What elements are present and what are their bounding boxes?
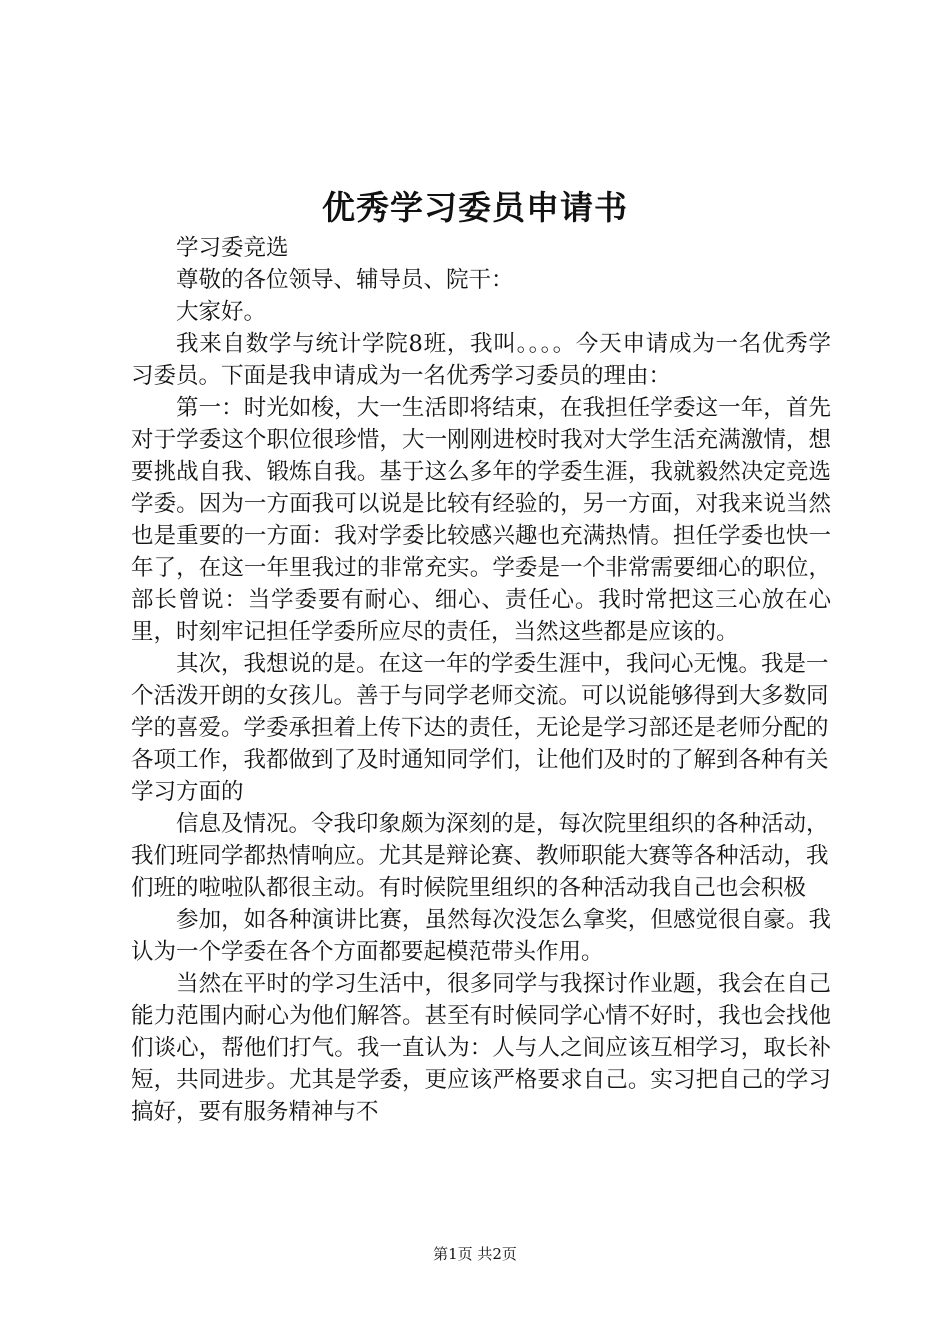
paragraph-participation: 参加，如各种演讲比赛，虽然每次没怎么拿奖，但感觉很自豪。我认为一个学委在各个方面都要起模范带头作用。 (131, 907, 831, 965)
paragraph-introduction: 我来自数学与统计学院8班，我叫。。。。今天申请成为一名优秀学习委员。下面是我申请成为一名优秀学习委员的理由： (131, 331, 831, 389)
paragraph-activities: 信息及情况。令我印象颇为深刻的是，每次院里组织的各种活动，我们班同学都热情响应。尤其是辩论赛、教师职能大赛等各种活动，我们班的啦啦队都很主动。有时候院里组织的各种活动我自己也会积极 (131, 811, 829, 901)
page-number-footer: 第1页 共2页 (433, 1245, 517, 1263)
document-title: 优秀学习委员申请书 (322, 188, 628, 227)
paragraph-greeting: 大家好。 (176, 299, 267, 325)
paragraph-helping-classmates: 当然在平时的学习生活中，很多同学与我探讨作业题，我会在自己能力范围内耐心为他们解答。甚至有时候同学心情不好时，我也会找他们谈心，帮他们打气。我一直认为：人与人之间应该互相学习，取长补短，共同进步。尤其是学委，更应该严格要求自己。实习把自己的学习搞好，要有服务精神与不 (131, 971, 831, 1125)
paragraph-heading-line: 学习委竞选 (176, 235, 289, 261)
paragraph-reason-first: 第一：时光如梭，大一生活即将结束，在我担任学委这一年，首先对于学委这个职位很珍惜，大一刚刚进校时我对大学生活充满激情，想要挑战自我、锻炼自我。基于这么多年的学委生涯，我就毅然决定竞选学委。因为一方面我可以说是比较有经验的，另一方面，对我来说当然也是重要的一方面：我对学委比较感兴趣也充满热情。担任学委也快一年了，在这一年里我过的非常充实。学委是一个非常需要细心的职位，部长曾说：当学委要有耐心、细心、责任心。我时常把这三心放在心里，时刻牢记担任学委所应尽的责任，当然这些都是应该的。 (131, 395, 831, 645)
document-body (131, 232, 831, 1128)
paragraph-reason-second: 其次，我想说的是。在这一年的学委生涯中，我问心无愧。我是一个活泼开朗的女孩儿。善于与同学老师交流。可以说能够得到大多数同学的喜爱。学委承担着上传下达的责任，无论是学习部还是老师分配的各项工作，我都做到了及时通知同学们，让他们及时的了解到各种有关学习方面的 (131, 651, 829, 805)
paragraph-salutation: 尊敬的各位领导、辅导员、院干： (176, 267, 514, 293)
